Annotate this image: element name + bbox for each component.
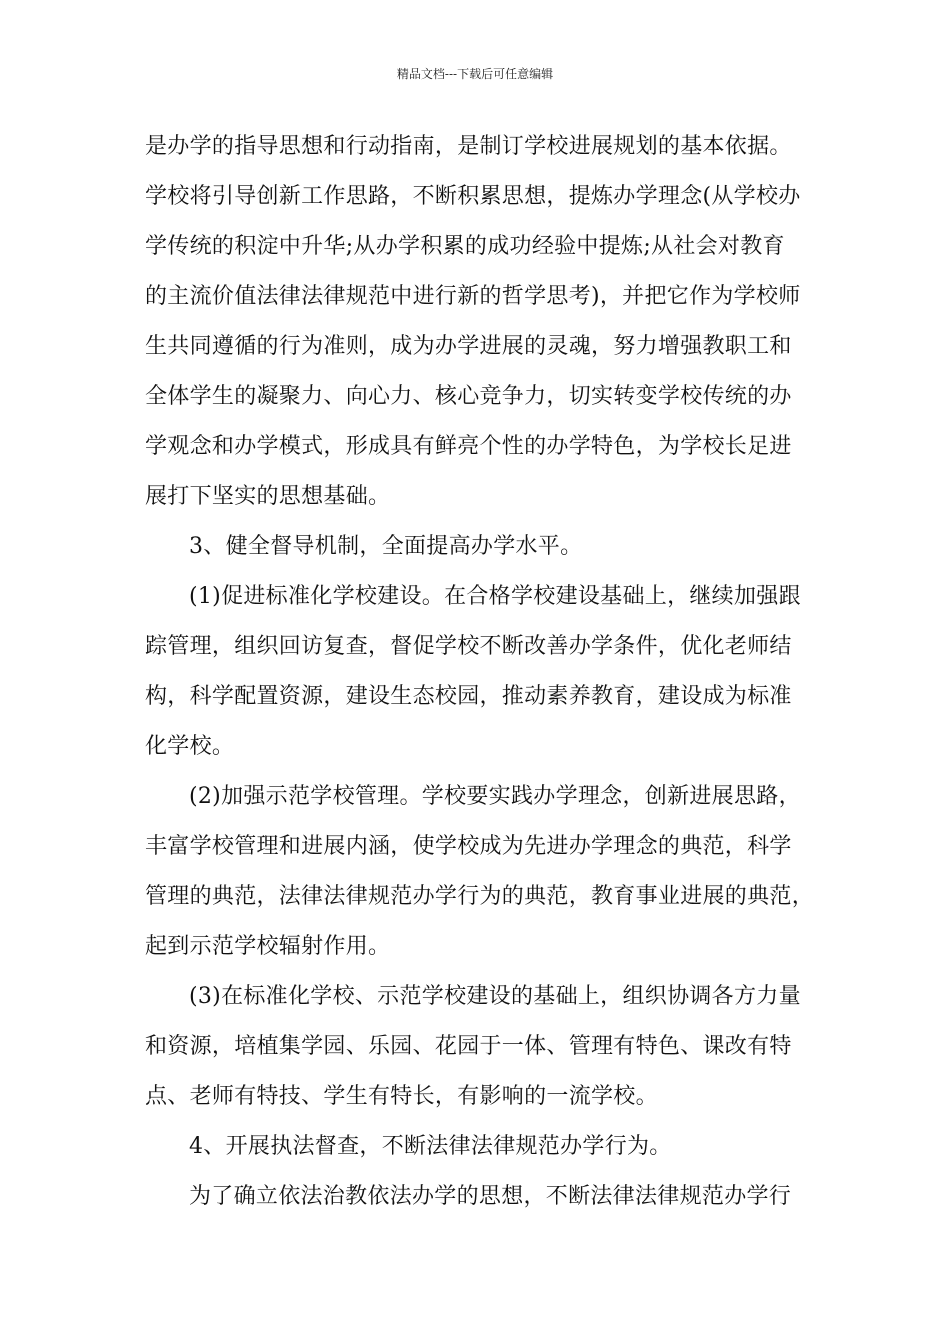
- page-header: 精品文档---下载后可任意编辑: [396, 67, 554, 81]
- section-heading: 3、健全督导机制，全面提高办学水平。: [189, 534, 583, 559]
- text-line: 为了确立依法治教依法办学的思想，不断法律法律规范办学行: [189, 1184, 792, 1209]
- text-line: 化学校。: [145, 734, 235, 759]
- text-line: (3)在标准化学校、示范学校建设的基础上，组织协调各方力量: [189, 984, 801, 1009]
- text-line: 起到示范学校辐射作用。: [145, 934, 391, 959]
- text-line: 管理的典范，法律法律规范办学行为的典范，教育事业进展的典范，: [145, 884, 815, 909]
- text-line: 全体学生的凝聚力、向心力、核心竞争力，切实转变学校传统的办: [145, 384, 792, 409]
- text-line: 是办学的指导思想和行动指南，是制订学校进展规划的基本依据。: [145, 134, 792, 159]
- text-line: 生共同遵循的行为准则，成为办学进展的灵魂，努力增强教职工和: [145, 334, 792, 359]
- text-line: (2)加强示范学校管理。学校要实践办学理念，创新进展思路，: [189, 784, 801, 809]
- section-heading: 4、开展执法督查，不断法律法律规范办学行为。: [189, 1134, 672, 1159]
- text-line: 构，科学配置资源，建设生态校园，推动素养教育，建设成为标准: [145, 684, 792, 709]
- text-line: 学校将引导创新工作思路，不断积累思想，提炼办学理念(从学校办: [145, 184, 801, 209]
- text-line: 丰富学校管理和进展内涵，使学校成为先进办学理念的典范，科学: [145, 834, 792, 859]
- text-line: 踪管理，组织回访复查，督促学校不断改善办学条件，优化老师结: [145, 634, 792, 659]
- text-line: 点、老师有特技、学生有特长，有影响的一流学校。: [145, 1084, 658, 1109]
- text-line: 学观念和办学模式，形成具有鲜亮个性的办学特色，为学校长足进: [145, 434, 792, 459]
- text-line: (1)促进标准化学校建设。在合格学校建设基础上，继续加强跟: [189, 584, 801, 609]
- text-line: 学传统的积淀中升华;从办学积累的成功经验中提炼;从社会对教育: [145, 234, 785, 259]
- text-line: 展打下坚实的思想基础。: [145, 484, 391, 509]
- text-line: 的主流价值法律法律规范中进行新的哲学思考)，并把它作为学校师: [145, 284, 801, 309]
- text-line: 和资源，培植集学园、乐园、花园于一体、管理有特色、课改有特: [145, 1034, 792, 1059]
- document-body: [145, 128, 825, 1228]
